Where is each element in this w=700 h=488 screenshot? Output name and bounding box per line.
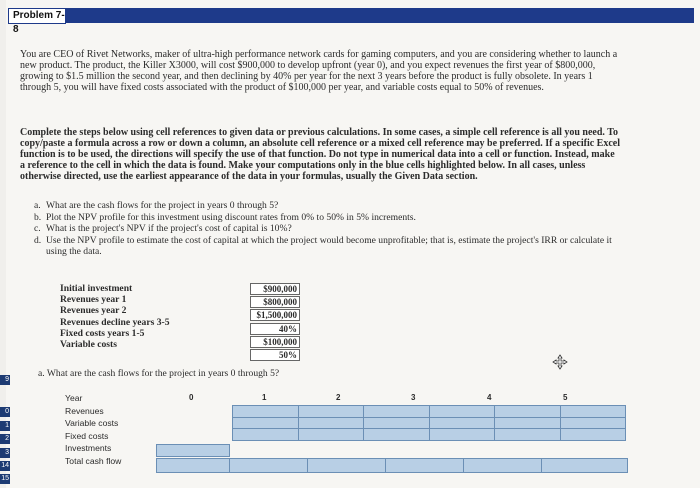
input-cell[interactable]	[560, 429, 626, 441]
row-label-fixed-costs: Fixed costs	[65, 430, 109, 441]
fixed-costs-row	[233, 429, 626, 441]
input-cell[interactable]	[298, 429, 364, 441]
year-header: 5	[563, 393, 568, 402]
row-number: 9	[0, 375, 10, 385]
given-value-cell[interactable]: 40%	[250, 323, 300, 335]
input-cell[interactable]	[364, 406, 430, 418]
given-value-cell[interactable]: 50%	[250, 349, 300, 361]
input-cell[interactable]	[560, 417, 626, 429]
given-label: Revenues year 1	[60, 294, 127, 306]
given-data-labels	[60, 283, 170, 350]
question-list	[34, 200, 624, 258]
input-cell[interactable]	[233, 417, 299, 429]
problem-instructions: Complete the steps below using cell references to given data or previous calculations. In some cases, a simple cell reference is all you need. To copy/paste a formula across a row or down a column, an absolute cell reference or a mixed cell reference may be preferred. If a specific Excel function is to be used, the directions will specify the use of that function. Do not type in numerical data into a cell or function. Instead, make a reference to the cell in which the data is found. Make your computations only in the blue cells highlighted below. In all cases, unless otherwise directed, use the earliest appearance of the data in your formulas, usually the Given Data section.	[20, 127, 620, 182]
row-number: 1	[0, 421, 10, 431]
input-cell[interactable]	[464, 459, 542, 472]
given-data-values	[250, 283, 300, 362]
problem-intro: You are CEO of Rivet Networks, maker of ultra-high performance network cards for gaming computers, and you are considering whether to launch a new product. The product, the Killer X3000, will cost $900,000 to develop upfront (year 0), and you expect revenues the first year of $800,000, growing to $1.5 million the second year, and then declining by 40% per year for the next 3 years before the product is fully obsolete. In years 1 through 5, you will have fixed costs associated with the product of $100,000 per year, and variable costs equal to 50% of revenues.	[20, 49, 618, 93]
investment-year0-cell[interactable]	[156, 444, 230, 457]
input-cell[interactable]	[495, 417, 561, 429]
cash-flow-row-labels	[65, 392, 121, 468]
row-number: 15	[1, 475, 9, 482]
input-cell[interactable]	[495, 429, 561, 441]
cash-flow-input-grid	[232, 405, 626, 441]
input-cell[interactable]	[429, 429, 495, 441]
input-cell[interactable]	[364, 417, 430, 429]
input-cell[interactable]	[386, 459, 464, 472]
input-cell[interactable]	[542, 459, 622, 472]
row-label-variable-costs: Variable costs	[65, 418, 119, 429]
input-cell[interactable]	[157, 459, 230, 472]
row-number: 14	[1, 462, 9, 469]
given-label: Initial investment	[60, 283, 133, 294]
row-label-investments: Investments	[65, 443, 112, 454]
year-header: 1	[262, 393, 267, 402]
year-header: 3	[411, 393, 416, 402]
given-label: Revenues year 2	[60, 305, 127, 317]
input-cell[interactable]	[230, 459, 308, 472]
row-label-revenues: Revenues	[65, 405, 104, 416]
input-cell[interactable]	[308, 459, 386, 472]
row-number: 2	[0, 434, 10, 444]
part-a-prompt: a. What are the cash flows for the project in years 0 through 5?	[38, 368, 280, 379]
question-item: b. Plot the NPV profile for this investment using discount rates from 0% to 50% in 5% increments.	[34, 211, 416, 223]
year-header: 2	[336, 393, 341, 402]
input-cell[interactable]	[298, 406, 364, 418]
revenues-row	[233, 406, 626, 418]
problem-header-bar	[8, 8, 694, 23]
variable-costs-row	[233, 417, 626, 429]
row-label-total-cash-flow: Total cash flow	[65, 455, 122, 466]
input-cell[interactable]	[429, 417, 495, 429]
given-value-cell[interactable]: $100,000	[250, 336, 300, 348]
row-label-year: Year	[65, 393, 83, 403]
problem-title: Problem 7-8	[8, 8, 66, 24]
year-header: 4	[487, 393, 492, 402]
given-label: Fixed costs years 1-5	[60, 327, 145, 339]
input-cell[interactable]	[233, 406, 299, 418]
row-number: 3	[0, 448, 10, 458]
given-value-cell[interactable]: $1,500,000	[250, 309, 300, 321]
input-cell[interactable]	[495, 406, 561, 418]
given-value-cell[interactable]: $900,000	[250, 283, 300, 295]
question-item: a. What are the cash flows for the project in years 0 through 5?	[34, 200, 279, 211]
input-cell[interactable]	[364, 429, 430, 441]
year-header: 0	[189, 393, 194, 402]
input-cell[interactable]	[233, 429, 299, 441]
given-value-cell[interactable]: $800,000	[250, 296, 300, 308]
question-item: c. What is the project's NPV if the project's cost of capital is 10%?	[34, 223, 292, 234]
input-cell[interactable]	[560, 406, 626, 418]
given-label: Variable costs	[60, 339, 117, 351]
row-number: 0	[0, 407, 10, 417]
input-cell[interactable]	[429, 406, 495, 418]
input-cell[interactable]	[298, 417, 364, 429]
question-item: d. Use the NPV profile to estimate the cost of capital at which the project would become unprofitable; that is, estimate the project's IRR or calculate it using the data.	[34, 234, 612, 257]
move-cursor-icon	[552, 354, 568, 370]
total-cash-flow-row	[156, 458, 628, 473]
given-label: Revenues decline years 3-5	[60, 316, 170, 328]
